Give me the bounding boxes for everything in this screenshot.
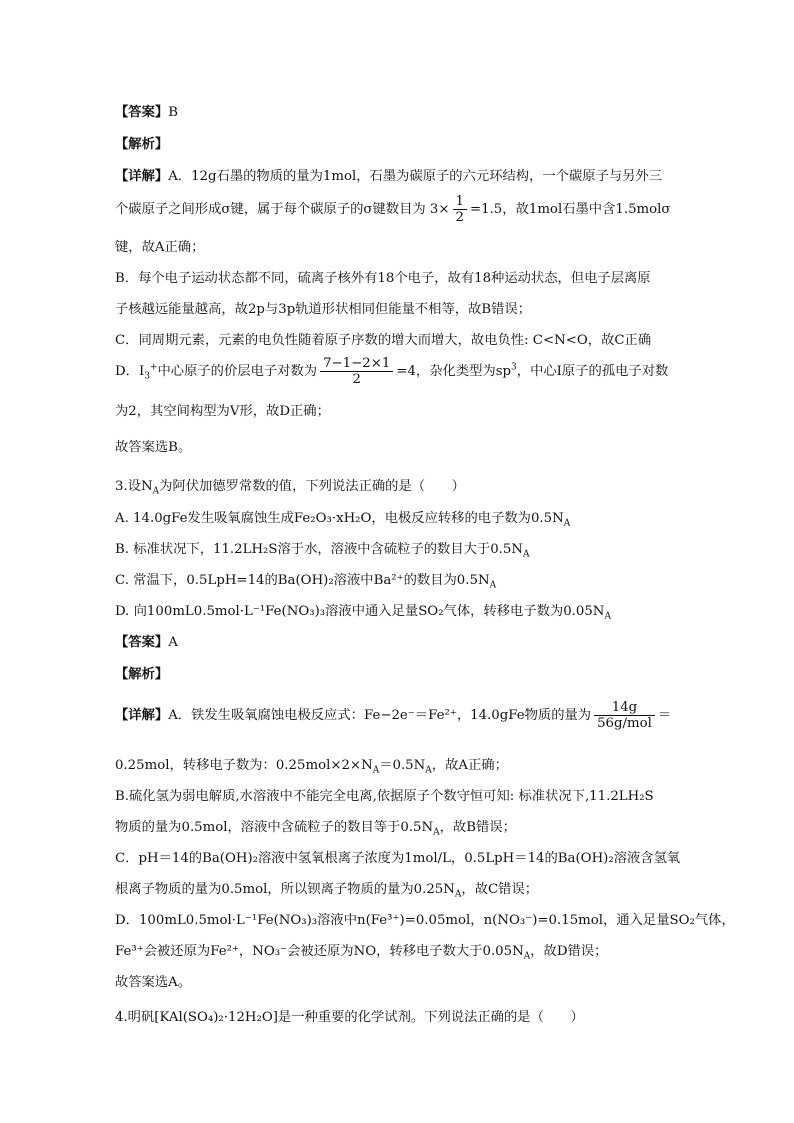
detail-c-line1: C．同周期元素，元素的电负性随着原子序数的增大而增大，故电负性: C<N<O，故C正确 (115, 333, 652, 348)
option-c: C. 常温下，0.5LpH=14的Ba(OH)₂溶液中Ba²⁺的数目为$0.5N_A$ (115, 573, 497, 591)
detail-c-line2: 根离子物质的量为0.5mol，所以钡离子物质的量为$0.25N_A$，故C错误； (115, 882, 539, 900)
detail-c-line1: C．pH＝14的Ba(OH)₂溶液中氢氧根离子浓度为1mol/L，0.5LpH＝14的Ba(OH)₂溶液含氢氧 (115, 851, 681, 866)
conclusion-q2: 故答案选B。 (115, 440, 192, 455)
detail-d-line2: Fe³⁺会被还原为Fe²⁺，NO₃⁻会被还原为NO，转移电子数大于$0.05N_A$，故D错误； (115, 944, 608, 962)
fraction-valence-pairs: $\frac{7-1-2\times 1}{2}$ (320, 356, 393, 387)
detail-d-line1: D．$I_3^+$中心原子的价层电子对数为 $\frac{7-1-2\times 1}{2}$ =4，杂化类型为$sp^3$，中心I原子的孤电子对数 (115, 356, 669, 387)
detail-b-line2: 子核越远能量越高，故2p与3p轨道形状相同但能量不相等，故B错误； (115, 302, 532, 317)
question-3-stem: 3.设$N_A$为阿伏加德罗常数的值，下列说法正确的是（ ） (115, 479, 465, 497)
option-d: D. 向100mL0.5mol·L⁻¹Fe(NO₃)₃溶液中通入足量SO₂气体，转移电子数为$0.05N_A$ (115, 604, 611, 622)
option-b: B. 标准状况下，11.2LH₂S溶于水，溶液中含硫粒子的数目大于$0.5N_A$ (115, 542, 530, 560)
fraction-one-half: $\frac{1}{2}$ (453, 194, 467, 225)
option-a: A. 14.0gFe发生吸氧腐蚀生成Fe₂O₃·xH₂O，电极反应转移的电子数为$0.5N_A$ (115, 511, 571, 529)
conclusion-q3: 故答案选A。 (115, 975, 192, 990)
detail-d-line1: D．100mL0.5mol·L⁻¹Fe(NO₃)₃溶液中n(Fe³⁺)=0.05mol，n(NO₃⁻)=0.15mol，通入足量SO₂气体， (115, 913, 735, 928)
detail-a-line3: 键，故A正确； (115, 240, 205, 255)
question-4-stem: 4.明矾[KAl(SO₄)₂·12H₂O]是一种重要的化学试剂。下列说法正确的是（ ） (115, 1010, 584, 1025)
detail-a-line1: 【详解】A．铁发生吸氧腐蚀电极反应式：Fe−2e⁻＝Fe²⁺，14.0gFe物质的量为 $\frac{14g}{\text{56g/mol}}$ ＝ (115, 700, 672, 731)
answer-line: 【答案】B (115, 105, 178, 120)
fraction-molar-mass: $\frac{14g}{\text{56g/mol}}$ (594, 700, 655, 731)
detail-b-line1: B.硫化氢为弱电解质,水溶液中不能完全电离,依据原子个数守恒可知: 标准状况下,11.2LH₂S (115, 789, 654, 804)
detail-b-line2: 物质的量为0.5mol，溶液中含硫粒子的数目等于$0.5N_A$，故B错误； (115, 820, 516, 838)
detail-a-line2: 0.25mol，转移电子数为：$0.25mol\times 2\times N_A=0.5N_A$，故A正确； (115, 758, 508, 776)
detail-b-line1: B．每个电子运动状态都不同，硫离子核外有18个电子，故有18种运动状态，但电子层离原 (115, 271, 651, 286)
detail-d-line2: 为2，其空间构型为V形，故D正确； (115, 404, 330, 419)
analysis-heading: 【解析】 (115, 137, 169, 152)
analysis-heading: 【解析】 (115, 667, 169, 682)
answer-line: 【答案】A (115, 635, 178, 650)
detail-a-line1: 【详解】A．12g石墨的物质的量为1mol，石墨为碳原子的六元环结构，一个碳原子与另外三 (115, 169, 663, 184)
detail-a-line2: 个碳原子之间形成σ键，属于每个碳原子的σ键数目为 3× $\frac{1}{2}$ =1.5，故1mol石墨中含1.5molσ (115, 194, 671, 225)
